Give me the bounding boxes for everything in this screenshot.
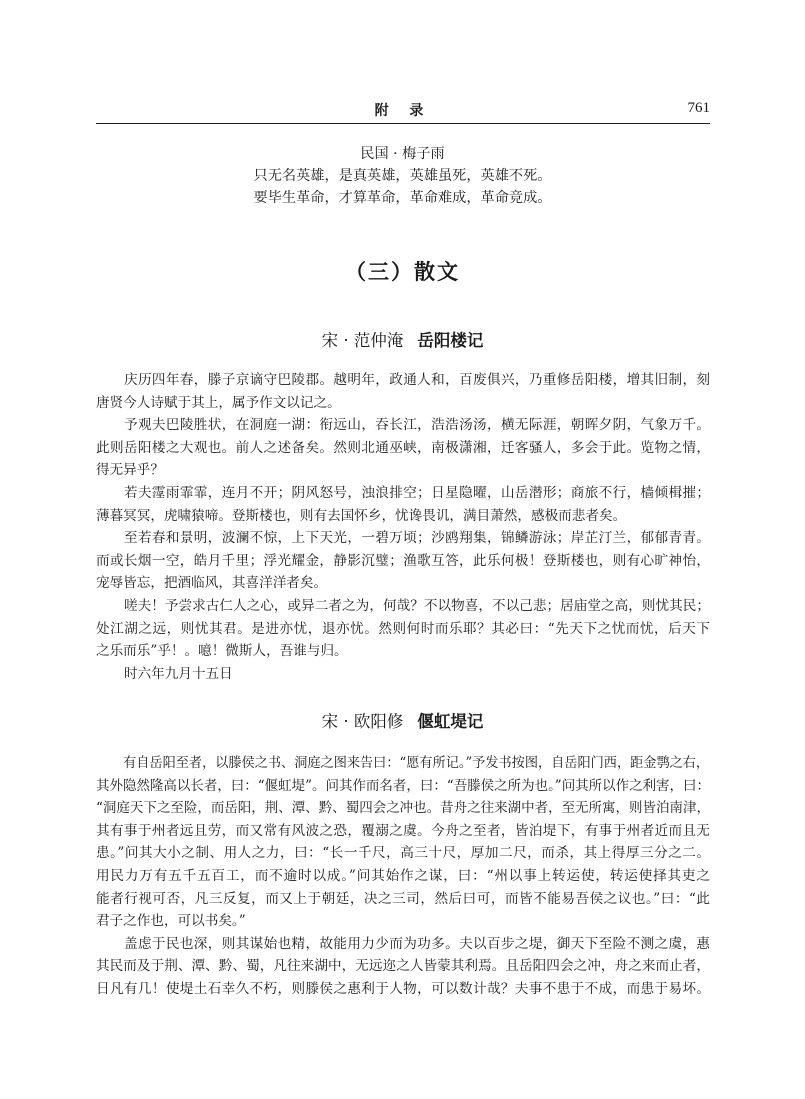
section-heading: （三）散文 [345, 260, 460, 284]
text-line: 此则岳阳楼之大观也。前人之述备矣。然则北通巫峡，南极潇湘，迁客骚人，多会于此。览物之情， [96, 439, 710, 456]
text-line: 宠辱皆忘，把酒临风，其喜洋洋者矣。 [96, 575, 328, 592]
text-line: 薄暮冥冥，虎啸猿啼。登斯楼也，则有去国怀乡，忧谗畏讥，满目萧然，感极而悲者矣。 [96, 507, 627, 524]
text-line: 得无异乎？ [96, 462, 164, 479]
text-line: 予观夫巴陵胜状，在洞庭一湖：衔远山，吞长江，浩浩汤汤，横无际涯，朝晖夕阴，气象万千。 [124, 417, 710, 434]
text-line: 时六年九月十五日 [124, 665, 233, 682]
work-heading [0, 327, 805, 351]
work-body [96, 369, 710, 685]
work-body [96, 752, 710, 1001]
work-title: 偃虹堤记 [417, 712, 484, 731]
text-line: 庆历四年春，滕子京谪守巴陵郡。越明年，政通人和，百废俱兴，乃重修岳阳楼，增其旧制，刻 [124, 372, 710, 388]
page-number: 761 [687, 100, 710, 116]
text-line: 处江湖之远，则忧其君。是进亦忧，退亦忧。然则何时而乐耶？其必曰：“先天下之忧而忧，后天下 [96, 620, 710, 637]
header-rule [96, 123, 710, 124]
text-line: 用民力万有五千五百工，而不逾时以成。”问其始作之谋，曰：“州以事上转运使，转运使择其吏之 [96, 867, 710, 884]
text-line: 而或长烟一空，皓月千里；浮光耀金，静影沉璧；渔歌互答，此乐何极！登斯楼也，则有心旷神怡， [96, 552, 710, 569]
text-line: 其外隐然隆高以长者，曰：“偃虹堤”。问其作而名者，曰：“吾滕侯之所为也。”问其所以作之利害，曰： [96, 777, 710, 794]
text-line: 之乐而乐”乎！。噫！微斯人，吾谁与归。 [96, 643, 348, 660]
text-line: 嗟夫！予尝求古仁人之心，或异二者之为，何哉？不以物喜，不以己悲；居庙堂之高，则忧其民； [124, 597, 710, 614]
text-line: 盖虑于民也深，则其谋始也精，故能用力少而为功多。夫以百步之堤，御天下至险不测之虞，惠 [124, 935, 710, 952]
work-title: 岳阳楼记 [417, 331, 484, 350]
poem-attribution: 民国 · 梅子雨 [360, 146, 445, 162]
text-line: “洞庭天下之至险，而岳阳，荆、潭、黔、蜀四会之冲也。昔舟之往来湖中者，至无所寓，则皆泊南津， [96, 800, 710, 817]
text-line: 其民而及于荆、潭、黔、蜀，凡往来湖中，无远迩之人皆蒙其利焉。且岳阳四会之冲，舟之来而止者， [96, 958, 710, 975]
text-line: 唐贤今人诗赋于其上，属予作文以记之。 [96, 394, 341, 411]
poem-block [0, 143, 805, 209]
poem-line: 只无名英雄，是真英雄，英雄虽死，英雄不死。 [253, 168, 552, 184]
text-line: 患。”问其大小之制、用人之力，曰：“长一千尺，高三十尺，厚加二尺，而杀，其上得厚三分之二。 [96, 845, 710, 862]
text-line: 君子之作也，可以书矣。” [96, 913, 246, 930]
poem-line: 要毕生革命，才算革命，革命难成，革命竞成。 [253, 190, 552, 206]
text-line: 日凡有几！使堤土石幸久不朽，则滕侯之惠利于人物，可以数计哉？夫事不患于不成，而患于易坏。 [96, 980, 710, 997]
work-author: 宋 · 欧阳修 [321, 712, 404, 731]
work-author: 宋 · 范仲淹 [321, 331, 404, 350]
text-line: 有自岳阳至者，以滕侯之书、洞庭之图来告曰：“愿有所记。”予发书按图，自岳阳门西，距金鹗之右， [123, 755, 710, 771]
text-line: 若夫霪雨霏霏，连月不开；阴风怒号，浊浪排空；日星隐曜，山岳潜形；商旅不行，樯倾楫摧； [124, 484, 710, 501]
work-heading [0, 708, 805, 732]
text-line: 至若春和景明，波澜不惊，上下天光，一碧万顷；沙鸥翔集，锦鳞游泳；岸芷汀兰，郁郁青青。 [124, 530, 710, 547]
text-line: 其有事于州者远且劳，而又常有风波之恐，覆溺之虞。今舟之至者，皆泊堤下，有事于州者近而且无 [96, 822, 710, 839]
running-header [96, 96, 710, 122]
text-line: 能者行视可否，凡三反复，而又上于朝廷，决之三司，然后曰可，而皆不能易吾侯之议也。”曰：“此 [96, 890, 710, 907]
header-section-title: 附 录 [374, 103, 432, 119]
